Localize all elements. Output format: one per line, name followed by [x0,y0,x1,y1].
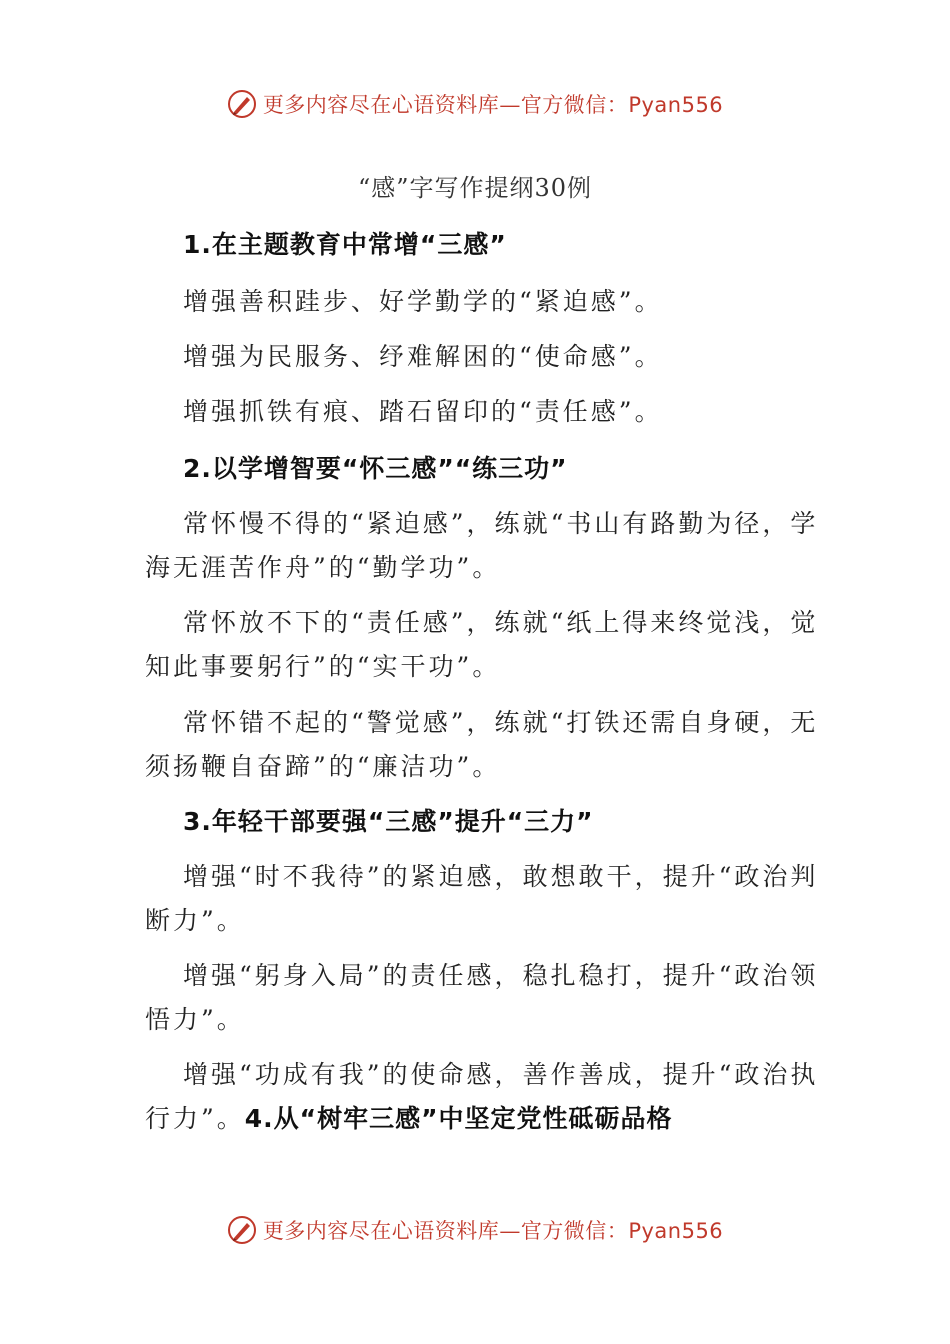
section-3-line: 增强“功成有我”的使命感，善作善成，提升“政治执 [183,1060,819,1089]
section-3-line: 悟力”。 [145,1005,245,1034]
section-3-line: 断力”。 [145,906,245,935]
section-2-line: 常怀错不起的“警觉感”，练就“打铁还需自身硬，无 [183,708,819,737]
section-3-line: 行力”。 [145,1104,245,1133]
banner-wechat-label: 官方微信： [520,1219,629,1243]
document-title: “感”字写作提纲30例 [357,174,593,202]
banner-text: 更多内容尽在心语资料库 [262,93,500,117]
section-2-heading: 2.以学增智要“怀三感”“练三功” [183,454,568,483]
section-2-line: 须扬鞭自奋蹄”的“廉洁功”。 [145,752,501,781]
header-banner [0,84,950,124]
section-2-line: 知此事要躬行”的“实干功”。 [145,652,501,681]
banner-wechat-id: Pyan556 [628,1219,724,1243]
section-3-line: 增强“躬身入局”的责任感，稳扎稳打，提升“政治领 [183,961,819,990]
section-1-line: 增强为民服务、纾难解困的“使命感”。 [183,342,663,371]
section-3-heading: 3.年轻干部要强“三感”提升“三力” [183,807,594,836]
banner-wechat-label: 官方微信： [520,93,629,117]
section-1-line: 增强抓铁有痕、踏石留印的“责任感”。 [183,397,663,426]
pen-logo-icon [227,89,257,119]
banner-dash: — [499,1219,521,1243]
section-4-heading: 4.从“树牢三感”中坚定党性砥砺品格 [244,1104,673,1133]
pen-logo-icon [227,1215,257,1245]
banner-text: 更多内容尽在心语资料库 [262,1219,500,1243]
section-2-line: 常怀慢不得的“紧迫感”，练就“书山有路勤为径，学 [183,509,819,538]
section-3-line: 增强“时不我待”的紧迫感，敢想敢干，提升“政治判 [183,862,819,891]
banner-wechat-id: Pyan556 [628,93,724,117]
footer-banner [0,1210,950,1250]
section-2-line: 常怀放不下的“责任感”，练就“纸上得来终觉浅，觉 [183,608,819,637]
section-1-heading: 1.在主题教育中常增“三感” [183,230,507,259]
banner-dash: — [499,93,521,117]
section-3-last-line [145,1099,673,1135]
section-2-line: 海无涯苦作舟”的“勤学功”。 [145,553,501,582]
section-1-line: 增强善积跬步、好学勤学的“紧迫感”。 [183,287,663,316]
